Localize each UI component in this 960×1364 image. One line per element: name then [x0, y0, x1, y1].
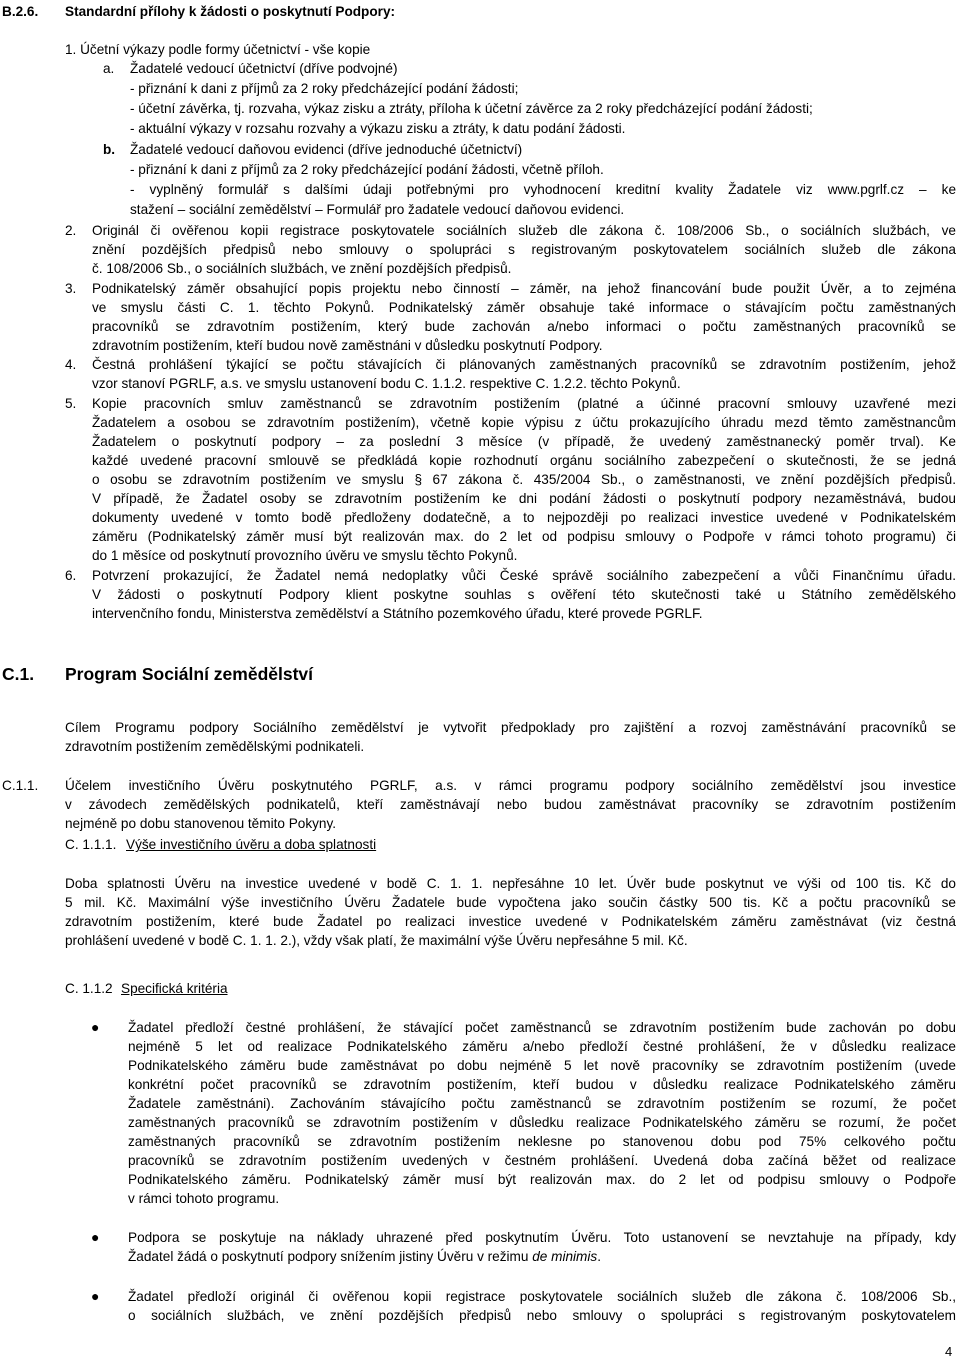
- c111-paragraph-line: 5 mil. Kč. Maximální výše investičního Úvěru Žadatele bude vypočtena jako součin částky 500 tis. Kč a počtu pracovníků se: [65, 895, 956, 910]
- c1-paragraph-line: zdravotním postižením zemědělskými podnikateli.: [65, 739, 365, 754]
- bullet-line: Žadatel předloží čestné prohlášení, že stávající počet zaměstnanců se zdravotním postižením bude zachován po dobu: [128, 1020, 956, 1035]
- sub-b-line: - vyplněný formulář s dalšími údaji potřebnými pro vyhodnocení kreditní kvality Žadatele viz www.pgrlf.cz – ke: [130, 182, 956, 197]
- page-number: 4: [945, 1344, 953, 1359]
- item-5-line: do 1 měsíce od poskytnutí provozního úvěru ve smyslu těchto Pokynů.: [92, 548, 518, 563]
- item-5-line: dokumenty uvedené v tomto bodě předloženy dodatečně, a to nejpozději po realizaci investice uvedené v Podnikatelském: [92, 510, 956, 525]
- subsection-title: Specifická kritéria: [121, 981, 228, 996]
- italic-term: de minimis: [532, 1249, 598, 1264]
- c111-paragraph-line: Doba splatnosti Úvěru na investice uvedené v bodě C. 1. 1. nepřesáhne 10 let. Úvěr bude poskytnut ve výši od 100 tis. Kč do: [65, 876, 956, 891]
- item-5-line: V případě, že Žadatel osoby se zdravotním postižením ke dni podání žádosti o poskytnutí podpory nezaměstnává, budou: [92, 491, 956, 506]
- subsection-number: C. 1.1.1.: [65, 837, 117, 852]
- list-number: 4.: [65, 357, 77, 372]
- item-6-line: V žádosti o poskytnutí Podpory klient poskytne souhlas s ověření této skutečnosti také u Státního zemědělského: [92, 587, 956, 602]
- bullet-text: Žadatel žádá o poskytnutí podpory snížením jistiny Úvěru v režimu: [128, 1249, 533, 1264]
- item-5-line: Žadatelem o poskytnutí podpory – za poslední 3 měsíce (v případě, že uvedený zaměstnanecký poměr trval). Ke: [92, 434, 956, 449]
- bullet-line: pracovníků se zdravotním postižením uvedených v čestném prohlášení. Uvedená doba začíná běžet od realizace: [128, 1153, 956, 1168]
- sub-title-b: Žadatelé vedoucí daňovou evidenci (dříve jednoduché účetnictví): [130, 142, 523, 157]
- bullet-icon: ●: [91, 1229, 100, 1245]
- list-number: 5.: [65, 396, 77, 411]
- bullet-line: zaměstnaných pracovníků se zdravotním postižením neklesne po stanovenou dobu pod 75% celkového počtu: [128, 1134, 956, 1149]
- item-2-line: znění pozdějších předpisů nebo smlouvy o spolupráci s registrovaným poskytovatelem sociálních služeb dle zákona: [92, 242, 956, 257]
- c11-paragraph-line: nejméně po dobu stanovenou těmito Pokyny.: [65, 816, 337, 831]
- bullet-line: o sociálních službách, ve znění pozdějších předpisů nebo smlouvy o spolupráci s registrovaným poskytovatelem: [128, 1308, 956, 1323]
- subsection-title: Výše investičního úvěru a doba splatnosti: [126, 837, 377, 852]
- item-5-line: o osobu se zdravotním postižením ve smyslu § 67 zákona č. 435/2004 Sb., o zaměstnanosti, ve znění pozdějších předpisů.: [92, 472, 956, 487]
- bullet-icon: ●: [91, 1288, 100, 1304]
- c11-paragraph-line: v závodech zemědělských podnikatelů, kteří zaměstnávají nebo budou zaměstnávat pracovníky se zdravotním postižením: [65, 797, 956, 812]
- bullet-text: .: [597, 1249, 601, 1264]
- sub-label-b: b.: [103, 142, 116, 157]
- sub-label-a: a.: [103, 61, 115, 76]
- bullet-line: Podnikatelského záměru. Podnikatelský záměr musí být realizován max. do 2 let od podpisu smlouvy o Podpoře: [128, 1172, 956, 1187]
- subsection-number: C. 1.1.2: [65, 981, 113, 996]
- item-3-line: pracovníků se zdravotním postižením, který bude zachován a/nebo informaci o počtu zaměstnaných pracovníků se: [92, 319, 956, 334]
- sub-b-line: - přiznání k dani z příjmů za 2 roky předcházející podání žádosti, včetně příloh.: [130, 162, 604, 177]
- sub-a-line: - aktuální výkazy v rozsahu rozvahy a výkazu zisku a ztráty, k datu podání žádosti.: [130, 121, 626, 136]
- list-number: 6.: [65, 568, 77, 583]
- sub-title-a: Žadatelé vedoucí účetnictví (dříve podvojné): [130, 61, 398, 76]
- section-title-c1: Program Sociální zemědělství: [65, 664, 314, 684]
- c111-paragraph-line: prohlášení uvedené v bodě C. 1. 1. 2.), vždy však platí, že maximální výše Úvěru nepřesáhne 5 mil. Kč.: [65, 933, 688, 948]
- item-3-line: Podnikatelský záměr obsahující popis projektu nebo činností – záměr, na jehož financování bude použit Úvěr, a to zejména: [92, 281, 956, 296]
- sub-b-line: stažení – sociální zemědělství – Formulář pro žadatele vedoucí daňovou evidenci.: [130, 202, 625, 217]
- item-5-line: Kopie pracovních smluv zaměstnanců se zdravotním postižením (platné a účinné pracovní smlouvy uzavřené mezi: [92, 396, 956, 411]
- item-6-line: Potvrzení prokazující, že Žadatel nemá nedoplatky vůči České správě sociálního zabezpečení a vůči Finančnímu úřadu.: [92, 568, 956, 583]
- bullet-line: Žadatel předloží originál či ověřenou kopii registrace poskytovatele sociálních služeb dle zákona č. 108/2006 Sb.,: [128, 1289, 956, 1304]
- bullet-line: Podpora se poskytuje na náklady uhrazené před poskytnutím Úvěru. Toto ustanovení se nevztahuje na případy, kdy: [128, 1230, 956, 1245]
- item-2-line: Originál či ověřenou kopii registrace poskytovatele sociálních služeb dle zákona č. 108/2006 Sb., o sociálních službách, ve: [92, 223, 956, 238]
- bullet-line: nejméně 5 let od realizace Podnikatelského záměru a/nebo předloží čestné prohlášení, že v důsledku realizace: [128, 1039, 956, 1054]
- c111-paragraph-line: zdravotním postižením, které bude Žadatel po realizaci investice uvedené v Podnikatelském záměru zaměstnávat (viz čestná: [65, 914, 956, 929]
- bullet-icon: ●: [91, 1019, 100, 1035]
- bullet-line: [128, 1247, 601, 1266]
- item-4-line: vzor stanoví PGRLF, a.s. ve smyslu ustanovení bodu C. 1.1.2. respektive C. 1.2.2. těchto Pokynů.: [92, 376, 681, 391]
- sub-a-line: - přiznání k dani z příjmů za 2 roky předcházející podání žádosti;: [130, 81, 519, 96]
- section-number-c11: C.1.1.: [2, 778, 39, 793]
- list-number: 2.: [65, 223, 77, 238]
- item-2-line: č. 108/2006 Sb., o sociálních službách, ve znění pozdějších předpisů.: [92, 261, 512, 276]
- bullet-line: v rámci tohoto programu.: [128, 1191, 280, 1206]
- bullet-line: Podnikatelského záměru bude zaměstnávat po dobu nejméně 5 let nově pracovníky se zdravotním postižením (uvede: [128, 1058, 956, 1073]
- bullet-line: zaměstnaných pracovníků se zdravotním postižením v důsledku realizace Podnikatelského záměru se rozumí, že počet: [128, 1115, 956, 1130]
- section-number-b26: B.2.6.: [2, 4, 39, 19]
- bullet-line: konkrétní počet pracovníků se zdravotním postižením, kteří budou v důsledku realizace Podnikatelského záměru: [128, 1077, 956, 1092]
- c1-paragraph-line: Cílem Programu podpory Sociálního zemědělství je vytvořit předpoklady pro zajištění a rozvoj zaměstnávání pracovníků se: [65, 720, 956, 735]
- item-3-line: zdravotním postižením, kteří budou nově zaměstnáni v důsledku poskytnutí Podpory.: [92, 338, 603, 353]
- list-number: 3.: [65, 281, 77, 296]
- sub-a-line: - účetní závěrka, tj. rozvaha, výkaz zisku a ztráty, příloha k účetní závěrce za 2 roky předcházející podání žádosti;: [130, 101, 813, 116]
- list-item-1: 1. Účetní výkazy podle formy účetnictví - vše kopie: [65, 42, 371, 57]
- item-5-line: Žadatelem a osobou se zdravotním postižením), včetně kopie výpisu z účtu prokazujícího úhradu mezd těmto zaměstnancům: [92, 415, 956, 430]
- section-number-c1: C.1.: [2, 664, 35, 684]
- item-4-line: Čestná prohlášení týkající se počtu stávajících či plánovaných zaměstnaných pracovníků se zdravotním postižením, jehož: [92, 357, 956, 372]
- c11-paragraph-line: Účelem investičního Úvěru poskytnutého PGRLF, a.s. v rámci programu podpory sociálního zemědělství jsou investice: [65, 778, 956, 793]
- bullet-line: Žadatele zaměstnáni). Zachováním stávajícího počtu zaměstnanců se zdravotním postižením se rozumí, že počet: [128, 1096, 956, 1111]
- item-5-line: každé uvedené pracovní smlouvě se předkládá kopie rozhodnutí orgánu sociálního zabezpečení o skutečnosti, že se jedná: [92, 453, 956, 468]
- item-6-line: intervenčního fondu, Ministerstva zemědělství a Státního pozemkového úřadu, které provede PGRLF.: [92, 606, 703, 621]
- section-title-b26: Standardní přílohy k žádosti o poskytnutí Podpory:: [65, 4, 396, 19]
- item-5-line: záměru (Podnikatelský záměr musí být realizován max. do 2 let od podpisu smlouvy o Podpoře v rámci tohoto programu) či: [92, 529, 956, 544]
- item-3-line: ve smyslu části C. 1. těchto Pokynů. Podnikatelský záměr obsahuje také informace o stávajícím počtu zaměstnaných: [92, 300, 956, 315]
